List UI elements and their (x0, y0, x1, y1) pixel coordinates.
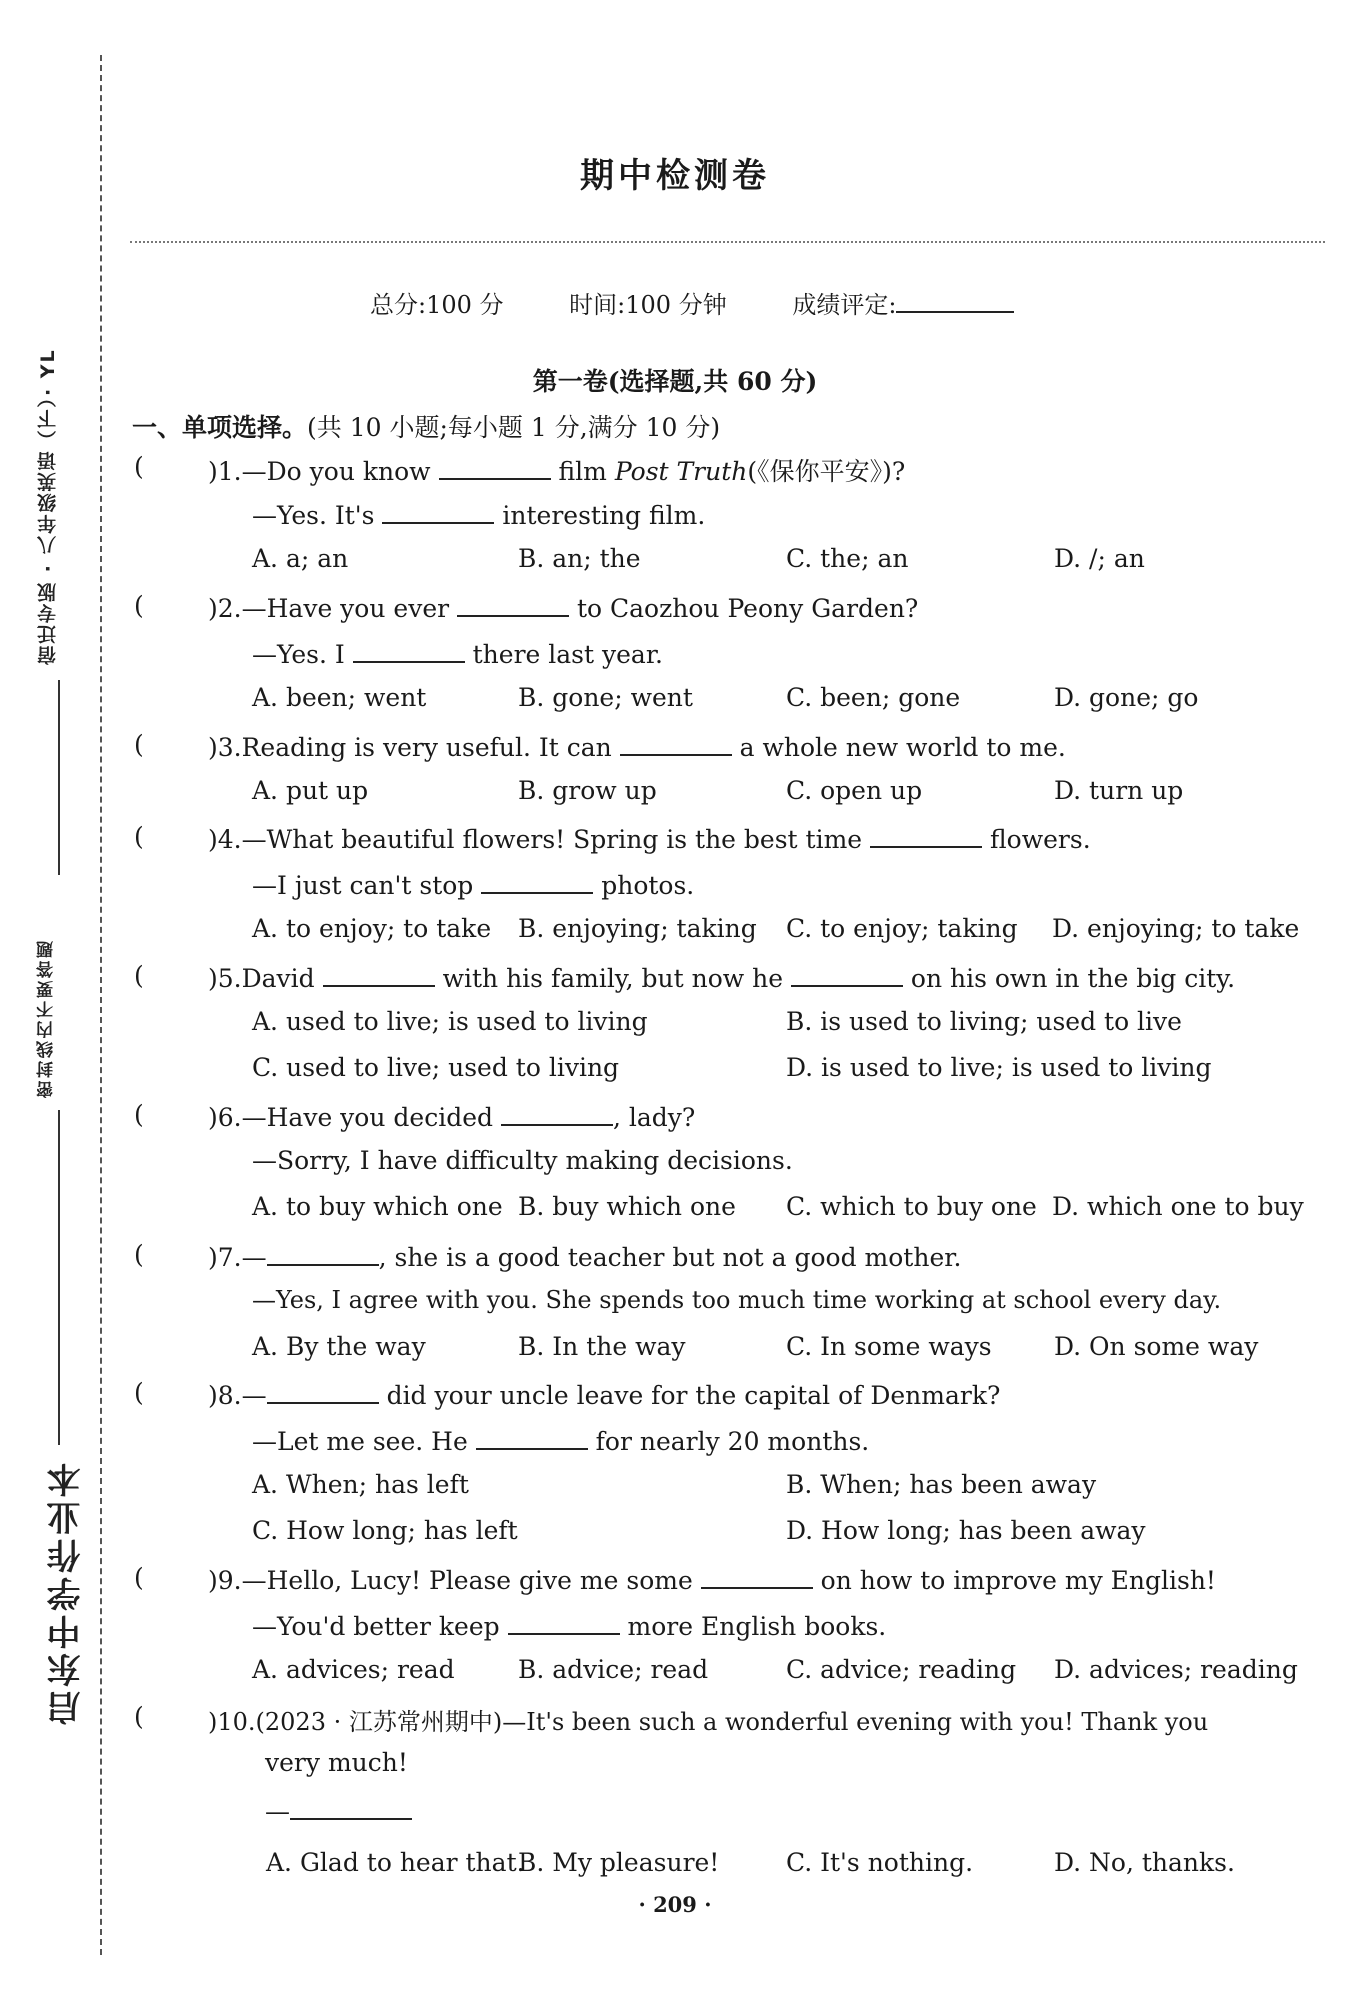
dialogue-line: —Yes. It's (252, 501, 375, 530)
answer-paren[interactable]: ( (134, 961, 144, 990)
answer-blank (323, 961, 435, 987)
question-number: )4. (208, 825, 242, 854)
option-c: C. advice; reading (786, 1655, 1017, 1684)
option-a: A. put up (252, 776, 369, 805)
question-stem: on how to improve my English! (820, 1566, 1216, 1595)
exam-time: 时间:100 分钟 (569, 291, 727, 319)
option-b: B. In the way (518, 1332, 686, 1361)
question-stem: film (558, 457, 607, 486)
option-c: C. It's nothing. (786, 1848, 974, 1877)
answer-blank (508, 1609, 620, 1635)
question-stem: —Have you ever (241, 594, 450, 623)
question-stem: — (241, 1381, 267, 1410)
dialogue-line: —Sorry, I have difficulty making decisions. (252, 1146, 793, 1175)
answer-blank (701, 1563, 813, 1589)
part-title: 第一卷(选择题,共 60 分) (532, 367, 818, 396)
grade-label: 成绩评定: (792, 291, 897, 319)
option-b: B. advice; read (518, 1655, 709, 1684)
option-b: B. My pleasure! (518, 1848, 720, 1877)
sidebar-book-name: 启东中学作业本 (47, 1459, 87, 1725)
option-d: D. enjoying; to take (1052, 914, 1300, 943)
option-b: B. buy which one (518, 1192, 736, 1221)
dialogue-line: very much! (265, 1748, 408, 1777)
question-stem: —What beautiful flowers! Spring is the best time (241, 825, 863, 854)
option-d: D. advices; reading (1054, 1655, 1298, 1684)
question-number: )3. (208, 733, 242, 762)
question-number: )9. (208, 1566, 242, 1595)
answer-blank (382, 498, 494, 524)
option-d: D. which one to buy (1052, 1192, 1304, 1221)
page-title: 期中检测卷 (580, 156, 770, 196)
option-b: B. gone; went (518, 683, 693, 712)
question-stem: , she is a good teacher but not a good mother. (378, 1243, 962, 1272)
question-number: )7. (208, 1243, 242, 1272)
option-a: A. a; an (252, 544, 349, 573)
dialogue-line: interesting film. (502, 501, 706, 530)
answer-paren[interactable]: ( (134, 1563, 144, 1592)
answer-paren[interactable]: ( (134, 1378, 144, 1407)
answer-blank (620, 730, 732, 756)
title-divider (130, 241, 1325, 243)
option-d: D. No, thanks. (1054, 1848, 1235, 1877)
dialogue-line: more English books. (627, 1612, 887, 1641)
answer-blank (267, 1378, 379, 1404)
section-heading: 一、单项选择。 (132, 413, 308, 442)
option-b: B. When; has been away (786, 1470, 1097, 1499)
option-d: D. is used to live; is used to living (786, 1053, 1212, 1082)
question-number: )10. (208, 1708, 256, 1736)
option-a: A. advices; read (252, 1655, 455, 1684)
answer-blank (476, 1424, 588, 1450)
question-stem: David (241, 964, 315, 993)
option-d: D. gone; go (1054, 683, 1199, 712)
answer-paren[interactable]: ( (134, 591, 144, 620)
question-stem: —Do you know (241, 457, 431, 486)
answer-blank (791, 961, 903, 987)
question-number: )8. (208, 1381, 242, 1410)
option-a: A. to buy which one (252, 1192, 503, 1221)
answer-blank (267, 1240, 379, 1266)
option-d: D. turn up (1054, 776, 1184, 805)
question-stem: —Have you decided (241, 1103, 494, 1132)
option-c: C. used to live; used to living (252, 1053, 620, 1082)
sidebar-seal-warning: 密封线内不要答题 (37, 938, 57, 1098)
question-stem: (《保你平安》)? (747, 457, 906, 486)
answer-blank (439, 454, 551, 480)
option-c: C. been; gone (786, 683, 961, 712)
option-b: B. is used to living; used to live (786, 1007, 1182, 1036)
answer-paren[interactable]: ( (134, 452, 144, 481)
option-b: B. enjoying; taking (518, 914, 757, 943)
answer-paren[interactable]: ( (134, 1702, 144, 1731)
dialogue-line: —You'd better keep (252, 1612, 500, 1641)
question-number: )5. (208, 964, 242, 993)
dialogue-line: —Yes. I (252, 640, 345, 669)
section-note: (共 10 小题;每小题 1 分,满分 10 分) (307, 413, 721, 442)
question-stem: (2023 · 江苏常州期中)—It's been such a wonderful evening with you! Thank you (255, 1708, 1209, 1736)
option-c: C. which to buy one (786, 1192, 1037, 1221)
option-a: A. been; went (252, 683, 427, 712)
question-stem: —Hello, Lucy! Please give me some (241, 1566, 693, 1595)
section-title (132, 408, 720, 444)
answer-blank (290, 1794, 412, 1820)
answer-paren[interactable]: ( (134, 730, 144, 759)
binding-dashed-line (100, 55, 102, 1955)
option-b: B. grow up (518, 776, 657, 805)
option-a: A. Glad to hear that. (266, 1848, 525, 1877)
question-number: )1. (208, 457, 242, 486)
answer-blank (457, 591, 569, 617)
question-stem: with his family, but now he (442, 964, 783, 993)
answer-paren[interactable]: ( (134, 822, 144, 851)
dialogue-line: —Yes, I agree with you. She spends too much time working at school every day. (252, 1286, 1222, 1314)
question-number: )2. (208, 594, 242, 623)
question-stem: — (241, 1243, 267, 1272)
option-a: A. to enjoy; to take (252, 914, 492, 943)
answer-blank (481, 868, 593, 894)
option-d: D. /; an (1054, 544, 1145, 573)
question-stem: , lady? (612, 1103, 696, 1132)
option-b: B. an; the (518, 544, 641, 573)
question-stem: did your uncle leave for the capital of Denmark? (386, 1381, 1001, 1410)
film-title: Post Truth (614, 457, 748, 486)
question-stem: on his own in the big city. (910, 964, 1236, 993)
question-stem: a whole new world to me. (739, 733, 1066, 762)
sidebar-edition-label: 宿迁专版 · 八年级英语（下）· YL (37, 348, 59, 665)
dialogue-line: photos. (601, 871, 695, 900)
question-stem: Reading is very useful. It can (241, 733, 612, 762)
page-number: · 209 · (638, 1892, 712, 1917)
dialogue-line: there last year. (472, 640, 663, 669)
option-d: D. On some way (1054, 1332, 1259, 1361)
answer-blank (870, 822, 982, 848)
dialogue-line: —I just can't stop (252, 871, 474, 900)
answer-blank (501, 1100, 613, 1126)
option-a: A. When; has left (252, 1470, 469, 1499)
option-c: C. to enjoy; taking (786, 914, 1018, 943)
answer-paren[interactable]: ( (134, 1100, 144, 1129)
option-c: C. How long; has left (252, 1516, 518, 1545)
option-c: C. In some ways (786, 1332, 992, 1361)
dialogue-line: —Let me see. He (252, 1427, 468, 1456)
answer-blank (353, 637, 465, 663)
option-d: D. How long; has been away (786, 1516, 1146, 1545)
sidebar-divider (58, 1110, 60, 1445)
grade-blank[interactable] (896, 289, 1014, 313)
sidebar-divider (58, 680, 60, 875)
exam-info-line (370, 285, 1014, 320)
total-score: 总分:100 分 (370, 291, 504, 319)
option-a: A. used to live; is used to living (252, 1007, 648, 1036)
option-c: C. open up (786, 776, 923, 805)
dialogue-line: for nearly 20 months. (595, 1427, 870, 1456)
dialogue-line: — (265, 1797, 290, 1826)
question-stem: flowers. (990, 825, 1091, 854)
question-stem: to Caozhou Peony Garden? (576, 594, 919, 623)
answer-paren[interactable]: ( (134, 1240, 144, 1269)
option-c: C. the; an (786, 544, 909, 573)
question-number: )6. (208, 1103, 242, 1132)
option-a: A. By the way (252, 1332, 426, 1361)
